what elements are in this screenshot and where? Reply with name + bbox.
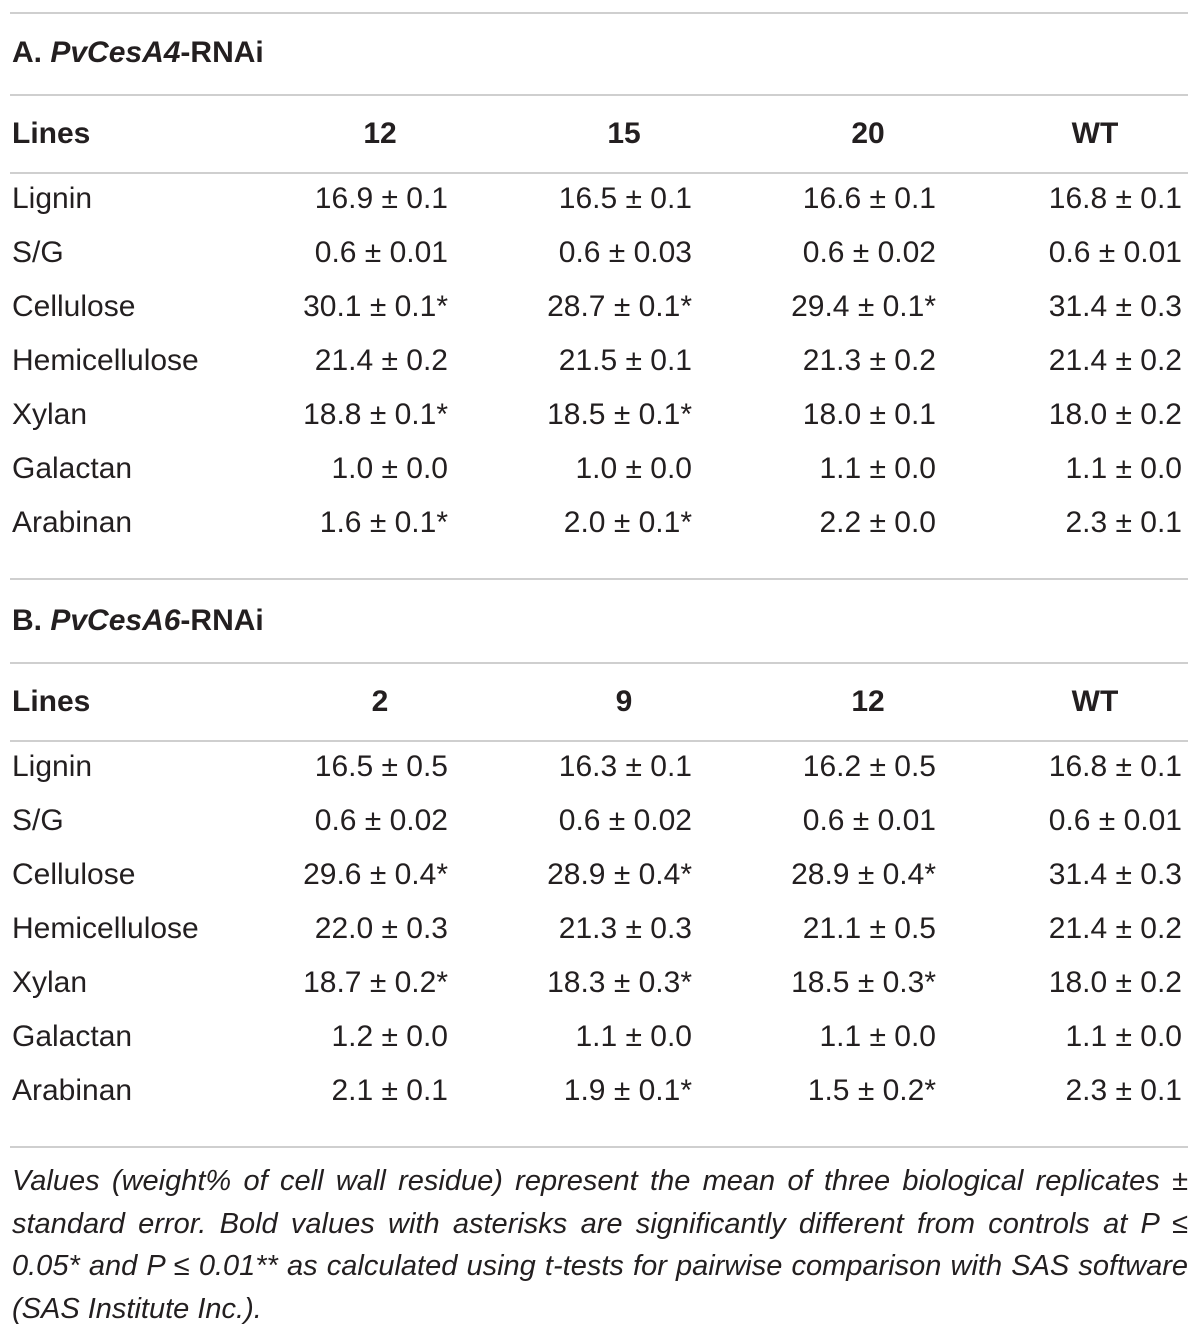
value-cell: 2.1 ± 0.1	[331, 1074, 448, 1107]
value-cell: 1.1 ± 0.0	[1065, 452, 1182, 485]
top-rule	[10, 12, 1188, 14]
row-label: Hemicellulose	[12, 912, 199, 945]
row-label: S/G	[12, 236, 64, 269]
value-cell: 1.0 ± 0.0	[575, 452, 692, 485]
table-row	[0, 902, 1200, 956]
value-cell: 29.4 ± 0.1*	[791, 290, 936, 323]
value-cell: 16.3 ± 0.1	[558, 750, 692, 783]
row-label: Cellulose	[12, 858, 136, 891]
value-cell: 31.4 ± 0.3	[1048, 858, 1182, 891]
section-b-rule-header	[10, 740, 1188, 742]
value-cell: 21.4 ± 0.2	[1048, 912, 1182, 945]
table-row	[0, 956, 1200, 1010]
row-label: Galactan	[12, 452, 133, 485]
value-cell: 21.1 ± 0.5	[802, 912, 936, 945]
value-cell: 0.6 ± 0.03	[558, 236, 692, 269]
section-b-gene: PvCesA6	[50, 604, 181, 637]
row-label: Arabinan	[12, 506, 133, 539]
value-cell: 29.6 ± 0.4*	[303, 858, 448, 891]
value-cell: 18.0 ± 0.1	[802, 398, 936, 431]
section-b-body	[0, 740, 1200, 1118]
header-wt: WT	[1071, 685, 1119, 718]
value-cell: 16.9 ± 0.1	[314, 182, 448, 215]
value-cell: 0.6 ± 0.01	[314, 236, 448, 269]
value-cell: 16.6 ± 0.1	[802, 182, 936, 215]
value-cell: 18.0 ± 0.2	[1048, 966, 1182, 999]
section-a-suffix: -RNAi	[180, 36, 264, 69]
table-row	[0, 334, 1200, 388]
header-lines: Lines	[12, 685, 91, 718]
header-line-1: 2	[371, 685, 389, 718]
value-cell: 1.1 ± 0.0	[819, 452, 936, 485]
value-cell: 18.5 ± 0.3*	[791, 966, 936, 999]
value-cell: 1.1 ± 0.0	[1065, 1020, 1182, 1053]
section-a-prefix: A.	[12, 36, 51, 69]
value-cell: 2.0 ± 0.1*	[563, 506, 692, 539]
table-row	[0, 388, 1200, 442]
value-cell: 28.9 ± 0.4*	[547, 858, 692, 891]
value-cell: 18.8 ± 0.1*	[303, 398, 448, 431]
table-row	[0, 1010, 1200, 1064]
table-row	[0, 496, 1200, 550]
section-a-header-row	[0, 96, 1200, 172]
section-b-rule-bottom	[10, 1146, 1188, 1148]
value-cell: 22.0 ± 0.3	[314, 912, 448, 945]
section-a-rule-bottom	[10, 578, 1188, 580]
section-b-title	[12, 606, 264, 636]
value-cell: 16.8 ± 0.1	[1048, 750, 1182, 783]
value-cell: 2.3 ± 0.1	[1065, 1074, 1182, 1107]
row-label: Arabinan	[12, 1074, 133, 1107]
value-cell: 0.6 ± 0.01	[1048, 804, 1182, 837]
value-cell: 1.9 ± 0.1*	[563, 1074, 692, 1107]
value-cell: 0.6 ± 0.02	[314, 804, 448, 837]
value-cell: 1.0 ± 0.0	[331, 452, 448, 485]
section-a-body	[0, 172, 1200, 550]
row-label: Lignin	[12, 750, 93, 783]
value-cell: 16.8 ± 0.1	[1048, 182, 1182, 215]
section-a-gene: PvCesA4	[50, 36, 181, 69]
value-cell: 21.4 ± 0.2	[314, 344, 448, 377]
value-cell: 1.2 ± 0.0	[331, 1020, 448, 1053]
section-b-header-row	[0, 664, 1200, 740]
value-cell: 1.5 ± 0.2*	[807, 1074, 936, 1107]
header-line-1: 12	[363, 117, 397, 150]
value-cell: 21.4 ± 0.2	[1048, 344, 1182, 377]
value-cell: 21.3 ± 0.3	[558, 912, 692, 945]
header-line-3: 12	[851, 685, 885, 718]
value-cell: 18.7 ± 0.2*	[303, 966, 448, 999]
value-cell: 2.3 ± 0.1	[1065, 506, 1182, 539]
table-row	[0, 740, 1200, 794]
value-cell: 0.6 ± 0.01	[802, 804, 936, 837]
table-row	[0, 226, 1200, 280]
value-cell: 0.6 ± 0.01	[1048, 236, 1182, 269]
value-cell: 28.9 ± 0.4*	[791, 858, 936, 891]
value-cell: 1.6 ± 0.1*	[319, 506, 448, 539]
row-label: Xylan	[12, 398, 88, 431]
header-wt: WT	[1071, 117, 1119, 150]
value-cell: 30.1 ± 0.1*	[303, 290, 448, 323]
value-cell: 28.7 ± 0.1*	[547, 290, 692, 323]
header-line-3: 20	[851, 117, 885, 150]
section-b-prefix: B.	[12, 604, 51, 637]
value-cell: 1.1 ± 0.0	[819, 1020, 936, 1053]
value-cell: 18.3 ± 0.3*	[547, 966, 692, 999]
section-a-title	[12, 38, 264, 68]
value-cell: 31.4 ± 0.3	[1048, 290, 1182, 323]
header-line-2: 15	[607, 117, 641, 150]
row-label: Hemicellulose	[12, 344, 199, 377]
value-cell: 1.1 ± 0.0	[575, 1020, 692, 1053]
value-cell: 16.2 ± 0.5	[802, 750, 936, 783]
value-cell: 0.6 ± 0.02	[802, 236, 936, 269]
section-a-rule-header	[10, 172, 1188, 174]
section-a-table	[0, 96, 1200, 550]
value-cell: 18.0 ± 0.2	[1048, 398, 1182, 431]
table-footnote: Values (weight% of cell wall residue) represent the mean of three biological replicates ± standard error. Bold values with asterisks are significantly different from controls at P ≤ 0.05* and P ≤ 0.01** as calculated using t-tests for pairwise comparison with SAS software (SAS Institute Inc.).	[12, 1165, 1188, 1325]
header-line-2: 9	[615, 685, 633, 718]
row-label: Lignin	[12, 182, 93, 215]
table-row	[0, 794, 1200, 848]
value-cell: 16.5 ± 0.1	[558, 182, 692, 215]
value-cell: 18.5 ± 0.1*	[547, 398, 692, 431]
row-label: Xylan	[12, 966, 88, 999]
table-row	[0, 172, 1200, 226]
table-row	[0, 442, 1200, 496]
value-cell: 2.2 ± 0.0	[819, 506, 936, 539]
row-label: S/G	[12, 804, 64, 837]
value-cell: 0.6 ± 0.02	[558, 804, 692, 837]
section-b-suffix: -RNAi	[180, 604, 264, 637]
row-label: Cellulose	[12, 290, 136, 323]
header-lines: Lines	[12, 117, 91, 150]
table-row	[0, 1064, 1200, 1118]
row-label: Galactan	[12, 1020, 133, 1053]
table-row	[0, 848, 1200, 902]
value-cell: 21.3 ± 0.2	[802, 344, 936, 377]
value-cell: 16.5 ± 0.5	[314, 750, 448, 783]
table-row	[0, 280, 1200, 334]
section-b-table	[0, 664, 1200, 1118]
value-cell: 21.5 ± 0.1	[558, 344, 692, 377]
